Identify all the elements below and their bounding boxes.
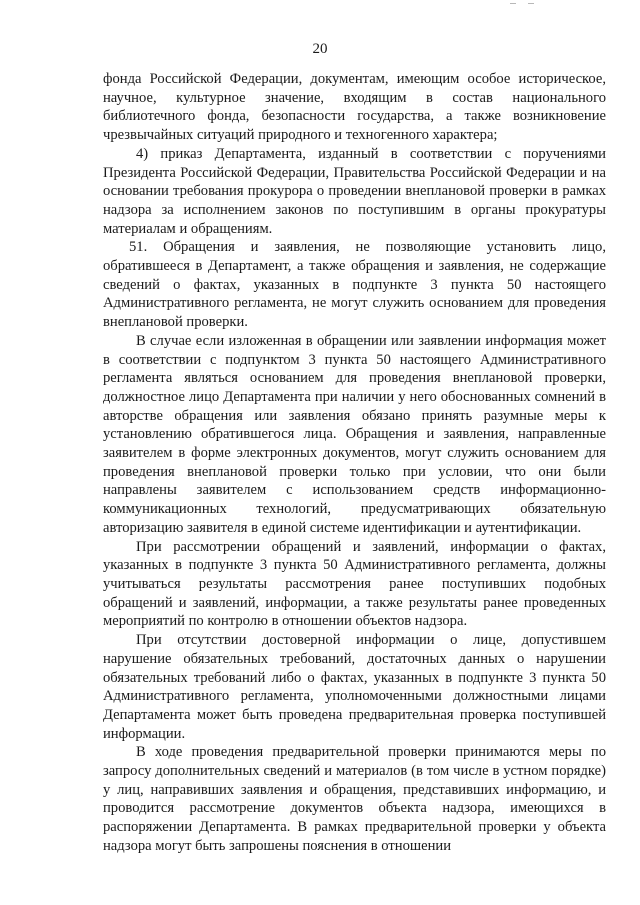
paragraph-preliminary-check: При отсутствии достоверной информации о лице, допустившем нарушение обязательных требований, достаточных данных о нарушении обязательных требований либо о фактах, указанных в подпункте 3 пункта 50 Административного регламента, уполномоченными должностными лицами Департамента может быть проведена предварительная проверка поступившей информации. [103,632,606,742]
page-number: 20 [312,41,328,57]
paragraph-authorship-doubts: В случае если изложенная в обращении или заявлении информация может в соответствии с подпунктом 3 пункта 50 настоящего Административного регламента являться основанием для проведения внеплановой проверки, должностное лицо Департамента при наличии у него обоснованных сомнений в авторстве обращения или заявления обязано принять разумные меры к установлению обратившегося лица. Обращения и заявления, направленные заявителем в форме электронных документов, могут служить основанием для проведения внеплановой проверки только при условии, что они были направлены заявителем с использованием средств информационно-коммуникационных технологий, предусматривающих обязательную авторизацию заявителя в единой системе идентификации и аутентификации. [103,332,606,536]
scan-artifact [510,3,516,4]
document-body [103,70,606,856]
paragraph-continuation: фонда Российской Федерации, документам, имеющим особое историческое, научное, культурное значение, входящим в состав национального библиотечного фонда, безопасности государства, а также возникновение чрезвычайных ситуаций природного и техногенного характера; [103,71,606,144]
scan-artifact [528,3,534,4]
paragraph-item-4: 4) приказ Департамента, изданный в соответствии с поручениями Президента Российской Федерации, Правительства Российской Федерации и на основании требования прокурора о проведении внеплановой проверки в рамках надзора за исполнением законов по поступившим в органы прокуратуры материалам и обращениям. [103,145,606,237]
paragraph-clause-51: 51. Обращения и заявления, не позволяющие установить лицо, обратившееся в Департамент, а также обращения и заявления, не содержащие сведений о фактах, указанных в подпункте 3 пункта 50 настоящего Административного регламента, не могут служить основанием для проведения внеплановой проверки. [103,239,606,331]
paragraph-check-procedure: В ходе проведения предварительной проверки принимаются меры по запросу дополнительных сведений и материалов (в том числе в устном порядке) у лиц, направивших заявления и обращения, представивших информацию, и проводится рассмотрение документов объекта надзора, имеющихся в распоряжении Департамента. В рамках предварительной проверки у объекта надзора могут быть запрошены пояснения в отношении [103,744,606,854]
paragraph-consideration: При рассмотрении обращений и заявлений, информации о фактах, указанных в подпункте 3 пункта 50 Административного регламента, должны учитываться результаты рассмотрения ранее поступивших подобных обращений и заявлений, информации, а также результаты ранее проведенных мероприятий по контролю в отношении объектов надзора. [103,538,606,630]
